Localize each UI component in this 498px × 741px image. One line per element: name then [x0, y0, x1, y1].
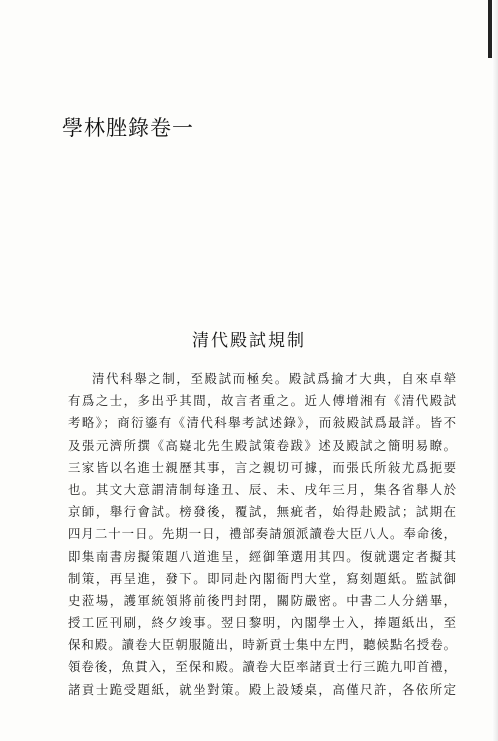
text-line: 有爲之士，多出乎其間，故言者重之。近人傅增湘有《清代殿試 [68, 393, 456, 409]
text-line: 保和殿。讀卷大臣朝服隨出，時新貢士集中左門，聽候點名授卷。 [68, 637, 456, 653]
text-line: 三家皆以名進士親歷其事，言之親切可據，而張氏所敍尤爲扼要 [68, 459, 456, 475]
text-line: 四月二十一日。先期一日，禮部奏請頒派讀卷大臣八人。奉命後， [68, 526, 456, 542]
text-line: 及張元濟所撰《高嶷北先生殿試策卷跋》述及殿試之簡明易瞭。 [68, 437, 456, 453]
text-line: 領卷後，魚貫入，至保和殿。讀卷大臣率諸貢士行三跪九叩首禮， [68, 659, 456, 675]
text-line: 制策，再呈進，發下。即同赴內閣衙門大堂，寫刻題紙。監試御 [68, 570, 456, 586]
text-line: 清代科舉之制，至殿試而極矣。殿試爲掄才大典，自來卓犖 [92, 371, 456, 386]
page-edge-shadow [492, 0, 498, 741]
chapter-title: 學林脞錄卷一 [62, 116, 194, 140]
text-line: 授工匠刊刷，終夕竣事。翌日黎明，內閣學士入，捧題紙出，至 [68, 615, 456, 631]
text-line: 諸貢士跪受題紙，就坐對策。殿上設矮桌，高僅尺許，各依所定 [68, 681, 456, 697]
text-line: 也。其文大意謂清制每逢丑、辰、未、戌年三月，集各省舉人於 [68, 481, 456, 497]
section-title: 清代殿試規制 [192, 331, 306, 351]
text-line: 即集南書房擬策題八道進呈，經御筆選用其四。復就選定者擬其 [68, 548, 456, 564]
body-text [68, 368, 456, 701]
text-line: 史蒞場，護軍統領將前後門封閉，關防嚴密。中書二人分繕畢， [68, 592, 456, 608]
text-line: 考略》；商衍鎏有《清代科舉考試述錄》，而敍殿試爲最詳。皆不 [68, 415, 456, 431]
text-line: 京師，舉行會試。榜發後，覆試，無疵者，始得赴殿試；試期在 [68, 504, 456, 520]
